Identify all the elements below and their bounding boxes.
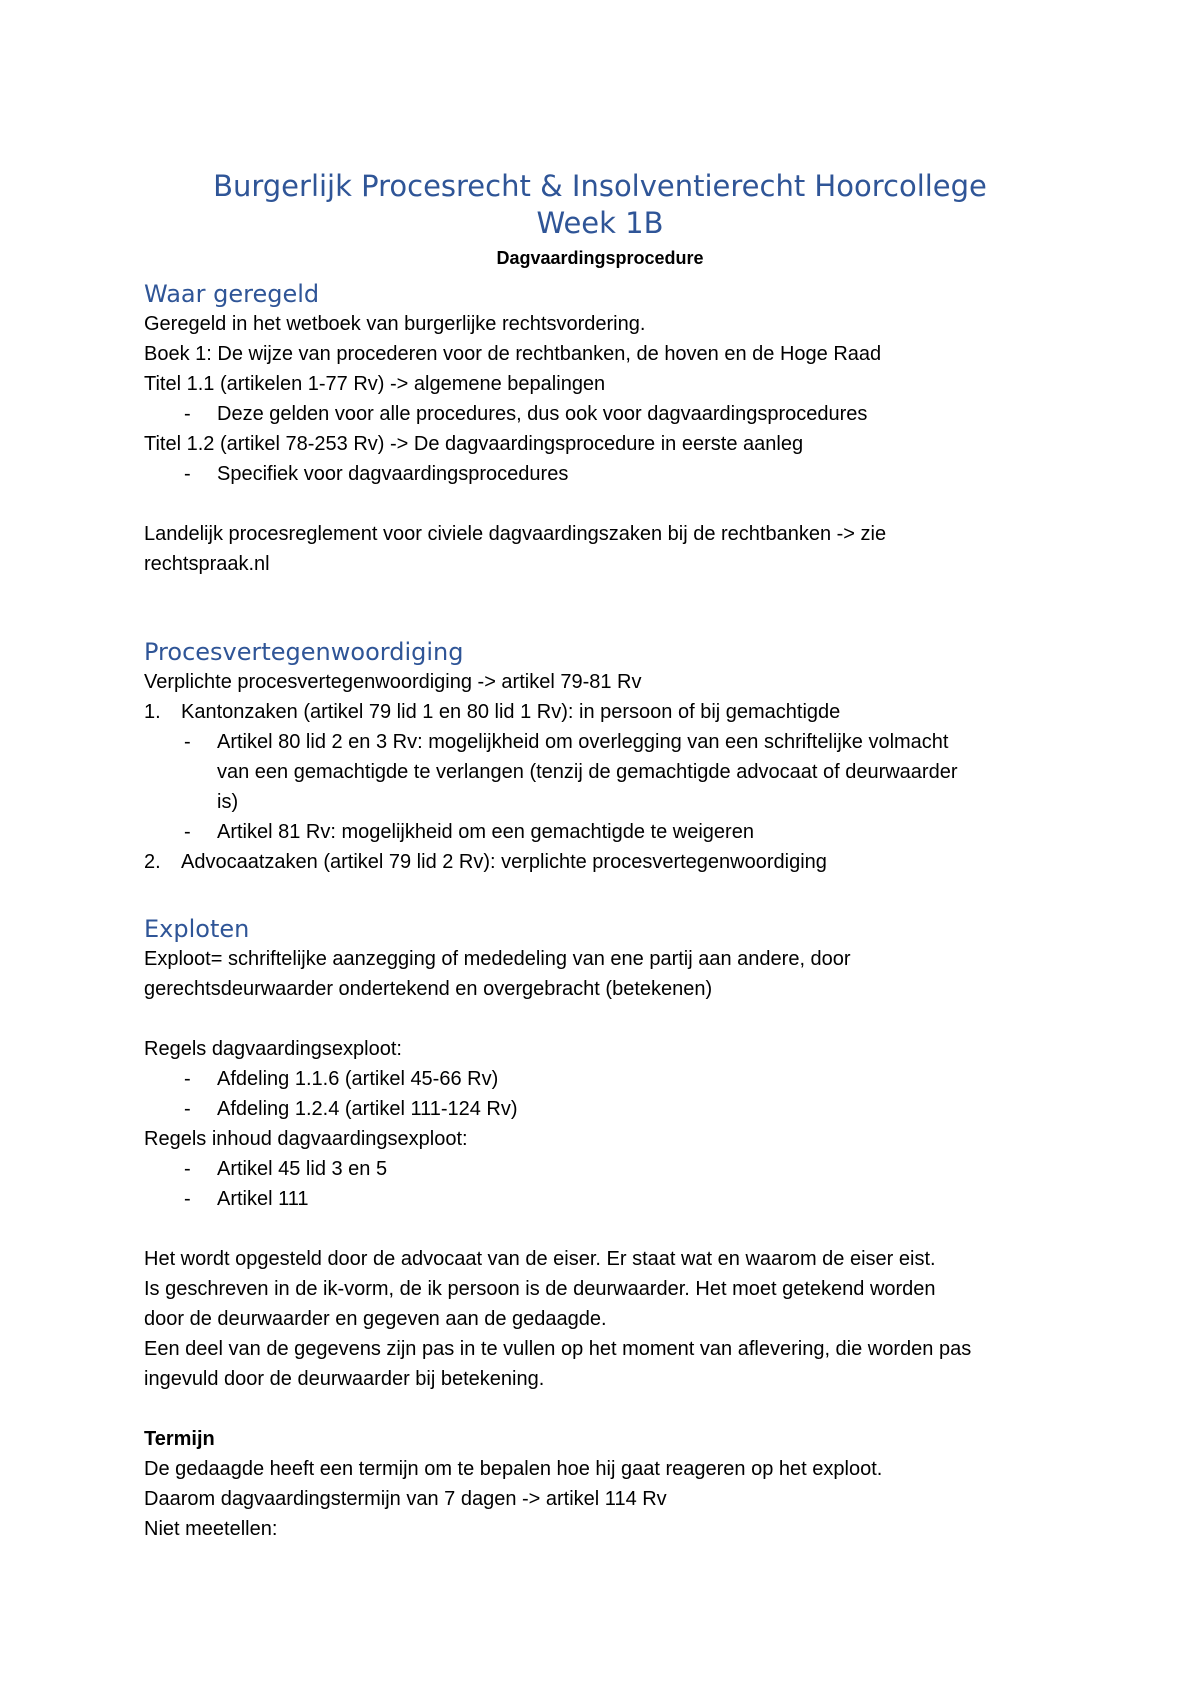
text-line: Verplichte procesvertegenwoordiging -> artikel 79-81 Rv bbox=[144, 671, 642, 693]
text-line: Een deel van de gegevens zijn pas in te vullen op het moment van aflevering, die worden pas bbox=[144, 1338, 972, 1360]
bullet-dash: - bbox=[184, 821, 191, 843]
document-subtitle: Dagvaardingsprocedure bbox=[496, 248, 704, 268]
bullet-text: Afdeling 1.1.6 (artikel 45-66 Rv) bbox=[217, 1068, 499, 1090]
bullet-text: Artikel 111 bbox=[217, 1188, 309, 1210]
heading-waar-geregeld: Waar geregeld bbox=[144, 280, 320, 308]
heading-termijn: Termijn bbox=[144, 1428, 215, 1450]
bullet-text-continued: is) bbox=[217, 791, 239, 813]
bullet-dash: - bbox=[184, 1158, 191, 1180]
text-line: door de deurwaarder en gegeven aan de gedaagde. bbox=[144, 1308, 607, 1330]
bullet-text: Specifiek voor dagvaardingsprocedures bbox=[217, 463, 569, 485]
title-line-1: Burgerlijk Procesrecht & Insolventierecht Hoorcollege bbox=[213, 169, 987, 203]
bullet-dash: - bbox=[184, 1188, 191, 1210]
text-line: Niet meetellen: bbox=[144, 1518, 278, 1540]
text-line: De gedaagde heeft een termijn om te bepalen hoe hij gaat reageren op het exploot. bbox=[144, 1458, 883, 1480]
bullet-dash: - bbox=[184, 1098, 191, 1120]
text-line: Is geschreven in de ik-vorm, de ik persoon is de deurwaarder. Het moet getekend worden bbox=[144, 1278, 936, 1300]
heading-exploten: Exploten bbox=[144, 915, 250, 943]
title-line-2: Week 1B bbox=[536, 206, 664, 240]
text-line: Het wordt opgesteld door de advocaat van de eiser. Er staat wat en waarom de eiser eist. bbox=[144, 1248, 936, 1270]
text-line: Titel 1.1 (artikelen 1-77 Rv) -> algemene bepalingen bbox=[144, 373, 606, 395]
bullet-dash: - bbox=[184, 1068, 191, 1090]
text-line: rechtspraak.nl bbox=[144, 553, 270, 575]
list-item-text: Advocaatzaken (artikel 79 lid 2 Rv): verplichte procesvertegenwoordiging bbox=[181, 851, 827, 873]
bullet-dash: - bbox=[184, 403, 191, 425]
text-line: ingevuld door de deurwaarder bij betekening. bbox=[144, 1368, 545, 1390]
text-line: Boek 1: De wijze van procederen voor de rechtbanken, de hoven en de Hoge Raad bbox=[144, 343, 882, 365]
list-item-text: Kantonzaken (artikel 79 lid 1 en 80 lid 1 Rv): in persoon of bij gemachtigde bbox=[181, 701, 841, 723]
text-line: Titel 1.2 (artikel 78-253 Rv) -> De dagvaardingsprocedure in eerste aanleg bbox=[144, 433, 804, 455]
document-title bbox=[144, 168, 1056, 242]
bullet-dash: - bbox=[184, 731, 191, 753]
bullet-text: Afdeling 1.2.4 (artikel 111-124 Rv) bbox=[217, 1098, 518, 1120]
text-line: Regels dagvaardingsexploot: bbox=[144, 1038, 402, 1060]
bullet-dash: - bbox=[184, 463, 191, 485]
text-line: Daarom dagvaardingstermijn van 7 dagen -> artikel 114 Rv bbox=[144, 1488, 667, 1510]
bullet-text: Artikel 80 lid 2 en 3 Rv: mogelijkheid om overlegging van een schriftelijke volmacht bbox=[217, 731, 949, 753]
heading-procesvertegenwoordiging: Procesvertegenwoordiging bbox=[144, 638, 464, 666]
list-number: 2. bbox=[144, 851, 161, 873]
bullet-text: Artikel 45 lid 3 en 5 bbox=[217, 1158, 388, 1180]
bullet-text: Deze gelden voor alle procedures, dus ook voor dagvaardingsprocedures bbox=[217, 403, 868, 425]
bullet-text-continued: van een gemachtigde te verlangen (tenzij de gemachtigde advocaat of deurwaarder bbox=[217, 761, 958, 783]
text-line: Exploot= schriftelijke aanzegging of mededeling van ene partij aan andere, door bbox=[144, 948, 851, 970]
text-line: Geregeld in het wetboek van burgerlijke rechtsvordering. bbox=[144, 313, 646, 335]
text-line: Landelijk procesreglement voor civiele dagvaardingszaken bij de rechtbanken -> zie bbox=[144, 523, 887, 545]
list-number: 1. bbox=[144, 701, 161, 723]
text-line: Regels inhoud dagvaardingsexploot: bbox=[144, 1128, 468, 1150]
bullet-text: Artikel 81 Rv: mogelijkheid om een gemachtigde te weigeren bbox=[217, 821, 754, 843]
text-line: gerechtsdeurwaarder ondertekend en overgebracht (betekenen) bbox=[144, 978, 713, 1000]
